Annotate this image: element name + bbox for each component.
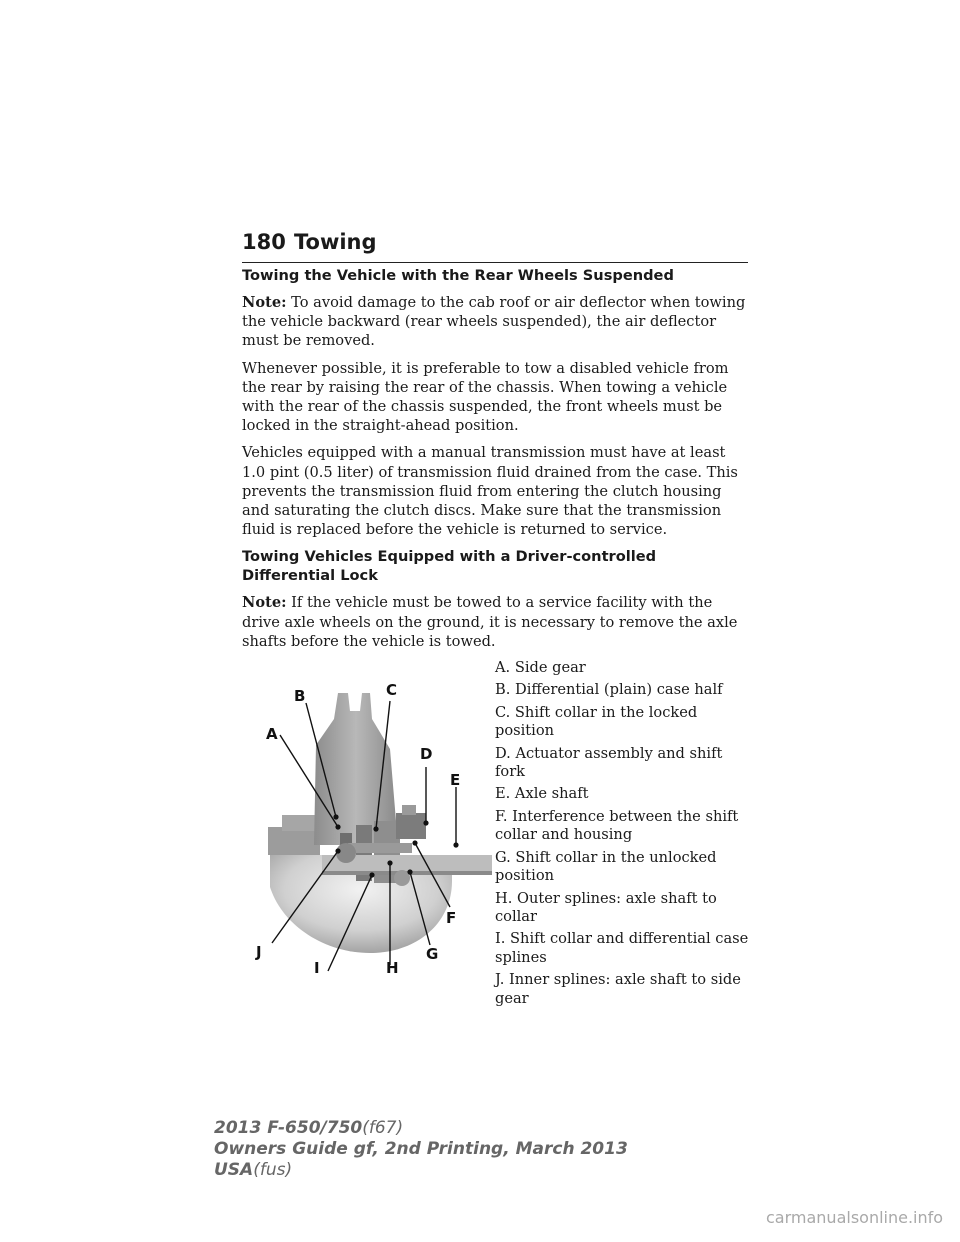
note-air-deflector — [242, 293, 750, 351]
legend-item: E. Axle shaft — [495, 785, 589, 803]
paragraph-tow-from-rear: Whenever possible, it is preferable to tow a disabled vehicle from the rear by raising the rear of the chassis. When towing a vehicle with the rear of the chassis suspended, the front wheels must be locked in the straight-ahead position. — [242, 359, 729, 435]
footer-guide-line: Owners Guide gf, 2nd Printing, March 2013 — [214, 1139, 628, 1159]
legend-item: A. Side gear — [495, 659, 586, 677]
footer-market: USA — [214, 1160, 254, 1180]
callout-f: F — [446, 909, 457, 928]
footer-market-line — [214, 1160, 628, 1181]
note-label: Note: — [242, 294, 287, 311]
callout-j: J — [256, 943, 262, 962]
callout-a: A — [266, 725, 278, 744]
callout-d: D — [420, 745, 433, 764]
differential-lock-diagram — [252, 675, 492, 975]
legend-item: J. Inner splines: axle shaft to side gear — [495, 971, 741, 1007]
footer-model-code: (f67) — [362, 1118, 404, 1138]
note-axle-shafts — [242, 593, 750, 651]
callout-c: C — [386, 681, 398, 700]
page-footer — [214, 1118, 628, 1181]
callout-b: B — [294, 687, 306, 706]
paragraph-manual-transmission: Vehicles equipped with a manual transmission must have at least 1.0 pint (0.5 liter) of transmission fluid drained from the case. This prevents the transmission fluid from entering the clutch housing and saturating the clutch discs. Make sure that the transmission fluid is replaced before the vehicle is returned to service. — [242, 444, 738, 539]
callout-g: G — [426, 945, 439, 964]
footer-model: 2013 F-650/750 — [214, 1118, 363, 1138]
differential-housing-illustration — [268, 693, 492, 953]
legend-item: G. Shift collar in the unlocked position — [495, 848, 717, 885]
chapter-title: Towing — [294, 230, 377, 254]
page-header — [242, 228, 748, 263]
note-text: To avoid damage to the cab roof or air deflector when towing the vehicle backward (rear wheels suspended), the air deflector must be removed. — [242, 294, 746, 350]
legend-item: D. Actuator assembly and shift fork — [495, 744, 723, 781]
section-heading-differential-lock: Towing Vehicles Equipped with a Driver-controlled Differential Lock — [242, 548, 657, 585]
note-label: Note: — [242, 594, 287, 612]
callout-i: I — [314, 959, 320, 976]
legend-item: I. Shift collar and differential case splines — [495, 930, 749, 966]
legend-item: B. Differential (plain) case half — [495, 681, 723, 699]
callout-h: H — [386, 959, 399, 976]
page-number: 180 — [242, 230, 286, 254]
legend-item: H. Outer splines: axle shaft to collar — [495, 889, 717, 925]
diagram-legend — [495, 659, 753, 1012]
watermark-text: carmanualsonline.info — [766, 1208, 944, 1227]
page-content — [242, 266, 750, 1007]
legend-item: C. Shift collar in the locked position — [495, 703, 698, 740]
footer-model-line — [214, 1118, 628, 1139]
footer-market-code: (fus) — [253, 1160, 293, 1180]
note-text: If the vehicle must be towed to a service facility with the drive axle wheels on the ground, it is necessary to remove the axle shafts before the vehicle is towed. — [242, 594, 738, 650]
callout-e: E — [450, 771, 461, 790]
differential-figure — [242, 659, 750, 1007]
legend-item: F. Interference between the shift collar and housing — [495, 807, 739, 844]
section-heading-rear-wheels: Towing the Vehicle with the Rear Wheels Suspended — [242, 267, 674, 284]
